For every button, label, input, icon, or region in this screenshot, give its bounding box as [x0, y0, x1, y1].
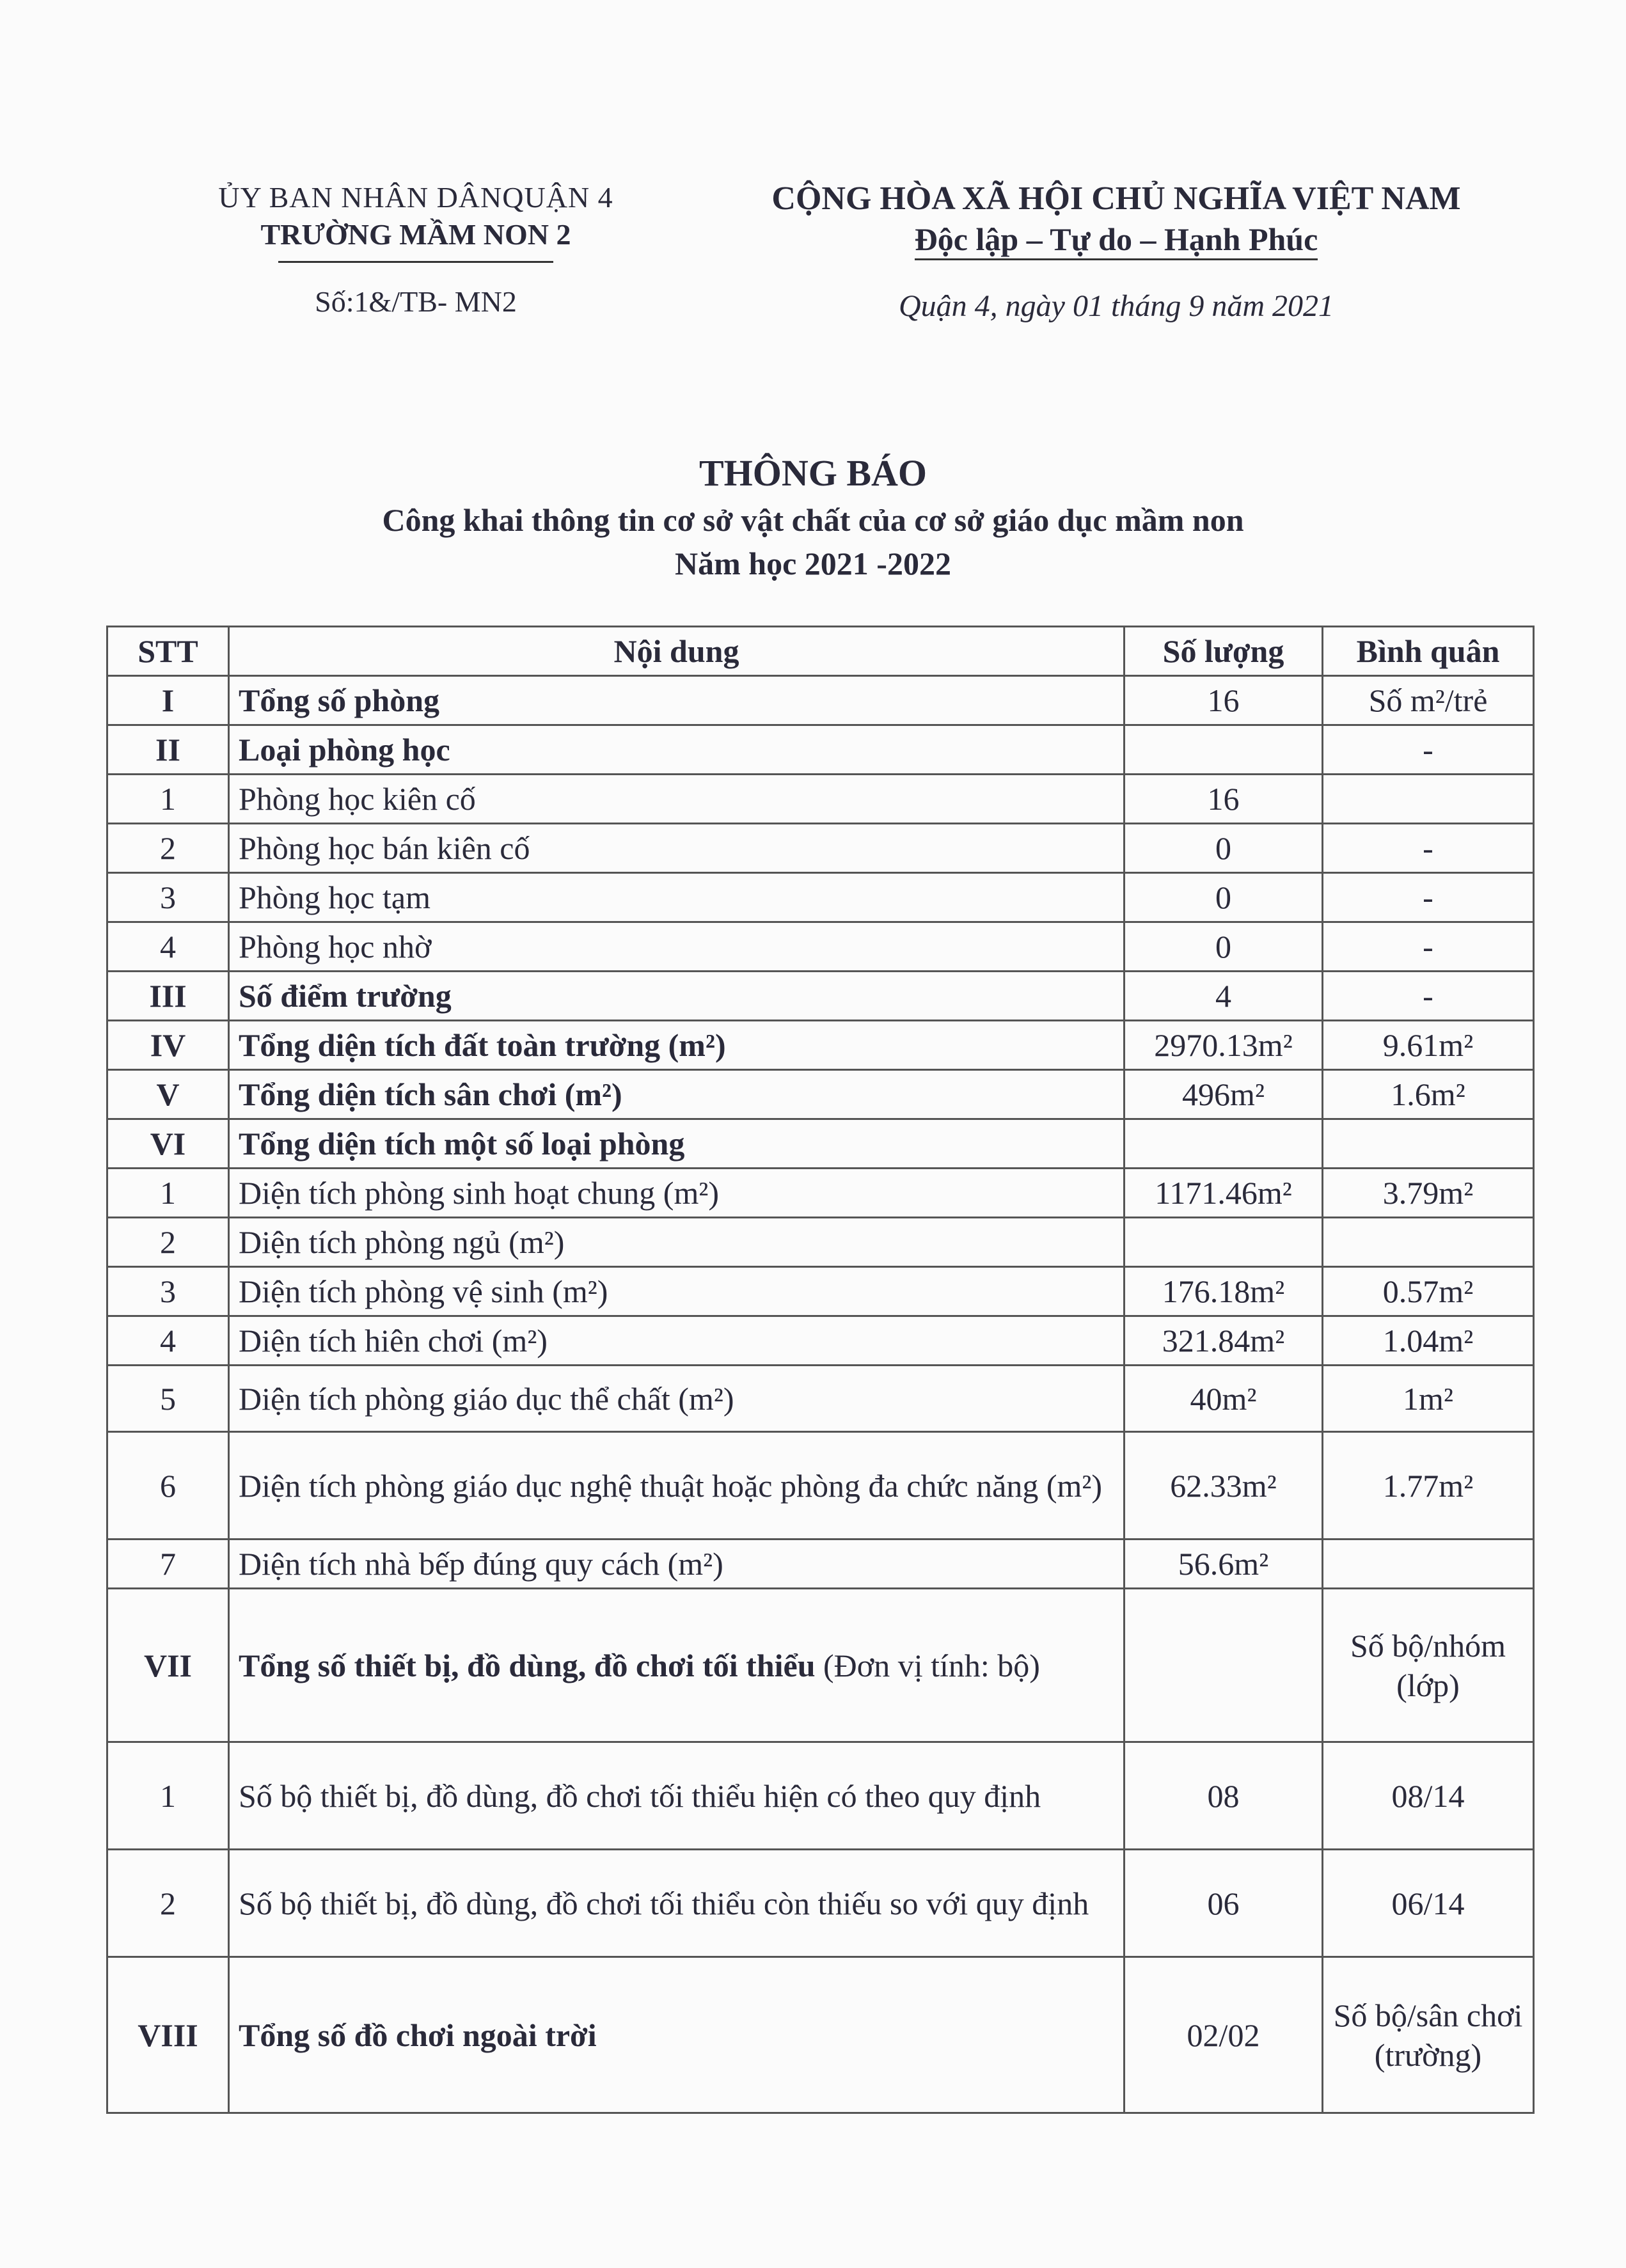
row-quantity: 321.84m² [1125, 1316, 1323, 1366]
row-content-main: Tổng số thiết bị, đồ dùng, đồ chơi tối thiểu [239, 1647, 816, 1683]
table-row [107, 1267, 1534, 1316]
row-content: Tổng diện tích một số loại phòng [229, 1119, 1125, 1169]
row-quantity: 2970.13m² [1125, 1021, 1323, 1070]
row-stt: II [107, 725, 229, 775]
row-average: Số m²/trẻ [1323, 676, 1534, 725]
document-title: THÔNG BÁO [699, 452, 927, 494]
row-content: Phòng học tạm [229, 873, 1125, 922]
table-row [107, 1169, 1534, 1218]
row-average: 9.61m² [1323, 1021, 1534, 1070]
header-content: Nội dung [229, 627, 1125, 676]
document-subtitle: Công khai thông tin cơ sở vật chất của cơ sở giáo dục mầm non [382, 502, 1244, 538]
row-stt: 3 [107, 873, 229, 922]
row-quantity: 1171.46m² [1125, 1169, 1323, 1218]
row-stt: 5 [107, 1366, 229, 1432]
table-row [107, 1850, 1534, 1957]
table-row [107, 1540, 1534, 1589]
row-average: 1m² [1323, 1366, 1534, 1432]
row-content: Diện tích phòng vệ sinh (m²) [229, 1267, 1125, 1316]
row-quantity: 4 [1125, 972, 1323, 1021]
issuer-block [185, 179, 646, 319]
document-date: Quận 4, ngày 01 tháng 9 năm 2021 [899, 289, 1334, 323]
row-average: 06/14 [1323, 1850, 1534, 1957]
row-average: 08/14 [1323, 1742, 1534, 1850]
row-content: Số điểm trường [229, 972, 1125, 1021]
row-quantity: 16 [1125, 676, 1323, 725]
row-quantity: 02/02 [1125, 1957, 1323, 2113]
row-content: Phòng học nhờ [229, 922, 1125, 972]
national-motto: Độc lập – Tự do – Hạnh Phúc [915, 220, 1318, 260]
row-stt: I [107, 676, 229, 725]
row-content: Số bộ thiết bị, đồ dùng, đồ chơi tối thiểu hiện có theo quy định [229, 1742, 1125, 1850]
row-stt: V [107, 1070, 229, 1119]
row-stt: VI [107, 1119, 229, 1169]
row-stt: 1 [107, 775, 229, 824]
table-row [107, 1119, 1534, 1169]
row-content: Diện tích hiên chơi (m²) [229, 1316, 1125, 1366]
row-content: Loại phòng học [229, 725, 1125, 775]
row-quantity: 0 [1125, 824, 1323, 873]
national-heading [716, 178, 1516, 324]
row-stt: IV [107, 1021, 229, 1070]
row-stt: 1 [107, 1742, 229, 1850]
header-stt: STT [107, 627, 229, 676]
row-quantity [1125, 1119, 1323, 1169]
row-quantity: 496m² [1125, 1070, 1323, 1119]
row-average [1323, 1540, 1534, 1589]
row-quantity: 40m² [1125, 1366, 1323, 1432]
row-average: - [1323, 824, 1534, 873]
table-row [107, 824, 1534, 873]
row-content: Diện tích phòng giáo dục nghệ thuật hoặc phòng đa chức năng (m²) [229, 1432, 1125, 1540]
row-quantity: 62.33m² [1125, 1432, 1323, 1540]
row-content: Phòng học kiên cố [229, 775, 1125, 824]
row-content: Diện tích phòng sinh hoạt chung (m²) [229, 1169, 1125, 1218]
table-row [107, 676, 1534, 725]
document-number: Số:1&/TB- MN2 [315, 285, 517, 318]
table-row [107, 922, 1534, 972]
row-average: Số bộ/sân chơi (trường) [1323, 1957, 1534, 2113]
row-average: 3.79m² [1323, 1169, 1534, 1218]
row-stt: 6 [107, 1432, 229, 1540]
row-quantity: 16 [1125, 775, 1323, 824]
row-average: 0.57m² [1323, 1267, 1534, 1316]
row-average [1323, 775, 1534, 824]
issuer-authority: ỦY BAN NHÂN DÂNQUẬN 4 [218, 181, 613, 214]
row-content: Tổng diện tích đất toàn trường (m²) [229, 1021, 1125, 1070]
row-content: Tổng số đồ chơi ngoài trời [229, 1957, 1125, 2113]
issuer-school: TRƯỜNG MẦM NON 2 [260, 218, 571, 251]
row-content: Diện tích phòng ngủ (m²) [229, 1218, 1125, 1267]
school-year: Năm học 2021 -2022 [675, 546, 951, 581]
row-average: - [1323, 972, 1534, 1021]
issuer-underline [278, 261, 553, 263]
row-stt: 4 [107, 922, 229, 972]
table-row [107, 725, 1534, 775]
header-quantity: Số lượng [1125, 627, 1323, 676]
row-quantity [1125, 725, 1323, 775]
header-average: Bình quân [1323, 627, 1534, 676]
table-row [107, 1316, 1534, 1366]
table-row [107, 1957, 1534, 2113]
table-row [107, 1366, 1534, 1432]
table-row [107, 775, 1534, 824]
table-row [107, 1021, 1534, 1070]
row-content: Số bộ thiết bị, đồ dùng, đồ chơi tối thiểu còn thiếu so với quy định [229, 1850, 1125, 1957]
row-stt: 2 [107, 1850, 229, 1957]
row-average: 1.04m² [1323, 1316, 1534, 1366]
row-stt: III [107, 972, 229, 1021]
row-quantity [1125, 1589, 1323, 1742]
row-content: Tổng diện tích sân chơi (m²) [229, 1070, 1125, 1119]
row-stt: VII [107, 1589, 229, 1742]
row-average: - [1323, 725, 1534, 775]
table-row [107, 1218, 1534, 1267]
table-row [107, 1742, 1534, 1850]
row-quantity: 08 [1125, 1742, 1323, 1850]
row-quantity: 0 [1125, 873, 1323, 922]
row-content: Diện tích nhà bếp đúng quy cách (m²) [229, 1540, 1125, 1589]
row-stt: 7 [107, 1540, 229, 1589]
row-average [1323, 1119, 1534, 1169]
table-row [107, 1432, 1534, 1540]
table-row [107, 1589, 1534, 1742]
table-row [107, 1070, 1534, 1119]
row-stt: 3 [107, 1267, 229, 1316]
row-content [229, 1589, 1125, 1742]
row-stt: 1 [107, 1169, 229, 1218]
table-body [107, 676, 1534, 2113]
row-content: Diện tích phòng giáo dục thể chất (m²) [229, 1366, 1125, 1432]
row-stt: VIII [107, 1957, 229, 2113]
facilities-table [106, 626, 1535, 2114]
row-quantity: 06 [1125, 1850, 1323, 1957]
row-stt: 2 [107, 824, 229, 873]
row-quantity: 176.18m² [1125, 1267, 1323, 1316]
table-header-row [107, 627, 1534, 676]
row-content: Tổng số phòng [229, 676, 1125, 725]
row-average: 1.6m² [1323, 1070, 1534, 1119]
row-average: 1.77m² [1323, 1432, 1534, 1540]
country-name: CỘNG HÒA XÃ HỘI CHỦ NGHĨA VIỆT NAM [771, 180, 1461, 217]
row-average [1323, 1218, 1534, 1267]
row-quantity: 56.6m² [1125, 1540, 1323, 1589]
row-average: - [1323, 873, 1534, 922]
row-quantity [1125, 1218, 1323, 1267]
row-content: Phòng học bán kiên cố [229, 824, 1125, 873]
row-stt: 2 [107, 1218, 229, 1267]
row-average: - [1323, 922, 1534, 972]
row-quantity: 0 [1125, 922, 1323, 972]
row-stt: 4 [107, 1316, 229, 1366]
row-average: Số bộ/nhóm (lớp) [1323, 1589, 1534, 1742]
table-row [107, 972, 1534, 1021]
table-row [107, 873, 1534, 922]
row-content-unit: (Đơn vị tính: bộ) [815, 1647, 1040, 1683]
